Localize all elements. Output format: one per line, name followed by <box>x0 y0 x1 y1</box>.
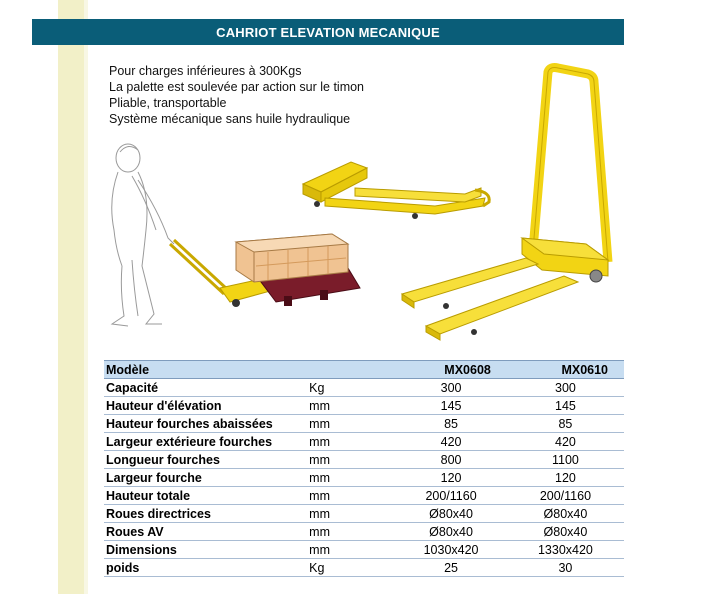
row-value-mx0610: 120 <box>507 469 624 487</box>
feature-item: Système mécanique sans huile hydraulique <box>109 112 351 126</box>
row-value-mx0610: Ø80x40 <box>507 505 624 523</box>
row-value-mx0610: 420 <box>507 433 624 451</box>
row-unit: Kg <box>305 379 395 397</box>
unfolded-pallet-truck-image <box>382 62 630 344</box>
header-unit <box>305 361 395 379</box>
row-value-mx0610: 1100 <box>507 451 624 469</box>
table-row <box>104 433 624 451</box>
left-strip-shade <box>84 0 88 594</box>
header-model-label: Modèle <box>104 361 305 379</box>
row-label: Longueur fourches <box>104 451 305 469</box>
row-label: Largeur extérieure fourches <box>104 433 305 451</box>
row-label: Hauteur fourches abaissées <box>104 415 305 433</box>
table-row <box>104 379 624 397</box>
feature-item: Pour charges inférieures à 300Kgs <box>109 64 302 78</box>
row-value-mx0608: 145 <box>395 397 507 415</box>
table-row <box>104 505 624 523</box>
specifications-table <box>104 360 624 577</box>
row-unit: mm <box>305 487 395 505</box>
row-value-mx0608: Ø80x40 <box>395 505 507 523</box>
table-row <box>104 451 624 469</box>
table-row <box>104 415 624 433</box>
row-value-mx0610: 85 <box>507 415 624 433</box>
row-unit: mm <box>305 397 395 415</box>
row-value-mx0610: 300 <box>507 379 624 397</box>
table-row <box>104 523 624 541</box>
feature-list <box>109 63 364 127</box>
feature-item: La palette est soulevée par action sur le timon <box>109 80 365 94</box>
row-label: Hauteur totale <box>104 487 305 505</box>
table-row <box>104 397 624 415</box>
row-label: Hauteur d'élévation <box>104 397 305 415</box>
table-row <box>104 469 624 487</box>
row-unit: mm <box>305 523 395 541</box>
row-value-mx0608: 85 <box>395 415 507 433</box>
row-value-mx0610: 145 <box>507 397 624 415</box>
row-label: Roues directrices <box>104 505 305 523</box>
left-decorative-strip <box>58 0 84 594</box>
row-unit: mm <box>305 505 395 523</box>
row-value-mx0608: Ø80x40 <box>395 523 507 541</box>
table-row <box>104 541 624 559</box>
row-value-mx0608: 25 <box>395 559 507 577</box>
row-unit: mm <box>305 469 395 487</box>
row-unit: Kg <box>305 559 395 577</box>
row-value-mx0608: 420 <box>395 433 507 451</box>
row-label: Largeur fourche <box>104 469 305 487</box>
row-value-mx0608: 300 <box>395 379 507 397</box>
table-row <box>104 487 624 505</box>
row-value-mx0608: 120 <box>395 469 507 487</box>
row-value-mx0610: 1330x420 <box>507 541 624 559</box>
row-unit: mm <box>305 541 395 559</box>
row-unit: mm <box>305 433 395 451</box>
table-header-row <box>104 361 624 379</box>
header-model-mx0610: MX0610 <box>507 361 624 379</box>
row-value-mx0608: 1030x420 <box>395 541 507 559</box>
row-value-mx0610: Ø80x40 <box>507 523 624 541</box>
page-title: CAHRIOT ELEVATION MECANIQUE <box>32 19 624 45</box>
header-model-mx0608: MX0608 <box>395 361 507 379</box>
row-label: Capacité <box>104 379 305 397</box>
row-value-mx0608: 200/1160 <box>395 487 507 505</box>
row-label: Roues AV <box>104 523 305 541</box>
row-unit: mm <box>305 451 395 469</box>
row-unit: mm <box>305 415 395 433</box>
row-value-mx0610: 30 <box>507 559 624 577</box>
row-value-mx0608: 800 <box>395 451 507 469</box>
row-label: Dimensions <box>104 541 305 559</box>
feature-item: Pliable, transportable <box>109 96 227 110</box>
row-label: poids <box>104 559 305 577</box>
table-row <box>104 559 624 577</box>
row-value-mx0610: 200/1160 <box>507 487 624 505</box>
